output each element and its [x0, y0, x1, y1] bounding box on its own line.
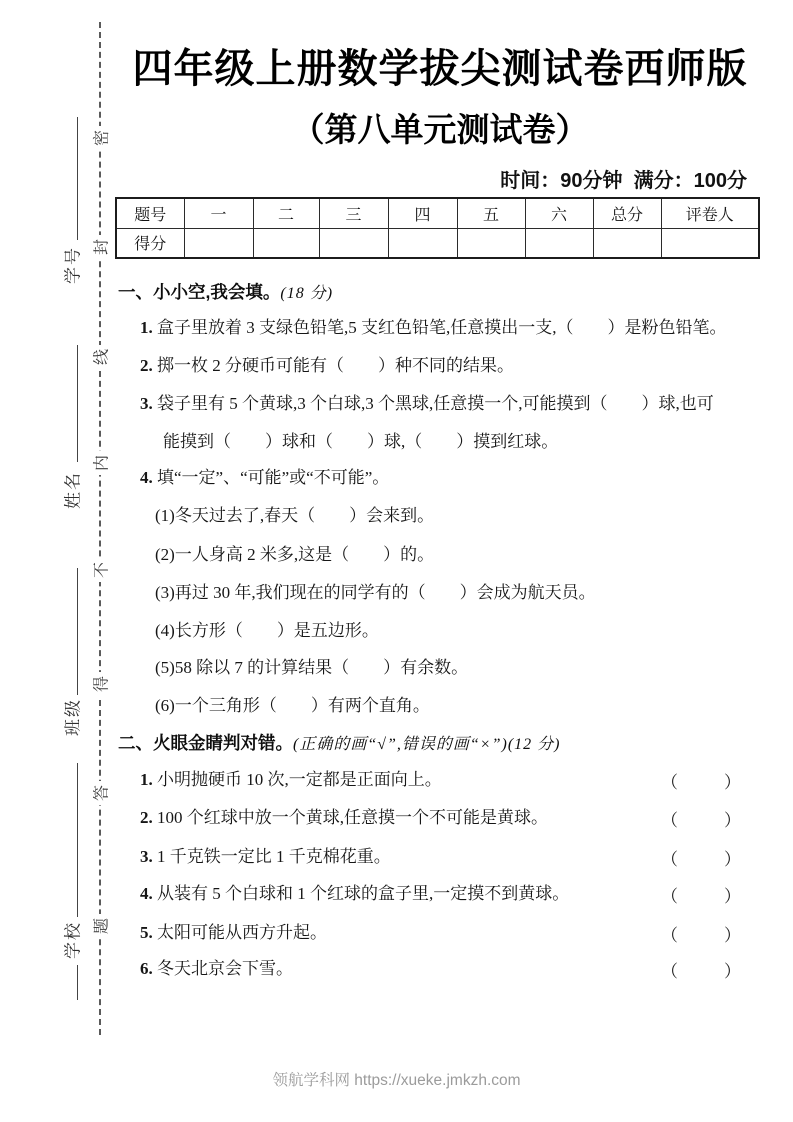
- score-cell-empty: [457, 228, 525, 258]
- tf-question-line: [140, 957, 293, 981]
- score-table-header-cell: 二: [253, 198, 319, 228]
- tf-question-line: [140, 845, 391, 869]
- seal-char: 线: [89, 345, 112, 369]
- score-table-header-cell: 三: [319, 198, 388, 228]
- question-number: 2.: [140, 356, 153, 375]
- question-number: 3.: [140, 847, 153, 866]
- margin-blank-line: [77, 965, 78, 1000]
- sub-question-line: (6)一个三角形（ ）有两个直角。: [155, 696, 430, 715]
- score-table-score-row: [116, 228, 759, 258]
- name-blank-line: [77, 345, 78, 462]
- question-text: 掷一枚 2 分硬币可能有（ ）种不同的结果。: [157, 356, 514, 375]
- score-cell-empty: [525, 228, 593, 258]
- score-table-header-cell: 六: [525, 198, 593, 228]
- score-table-header-row: [116, 198, 759, 228]
- seal-char: 得: [89, 672, 112, 696]
- seal-char: 题: [89, 914, 112, 938]
- question-line: [140, 466, 389, 490]
- score-table: [115, 197, 760, 259]
- question-number: 6.: [140, 959, 153, 978]
- question-text: 1 千克铁一定比 1 千克棉花重。: [157, 847, 391, 866]
- class-label: 班级: [63, 698, 83, 736]
- answer-bracket: （ ）: [661, 887, 745, 906]
- question-number: 5.: [140, 923, 153, 942]
- seal-char: 答: [89, 781, 112, 805]
- class-blank-line: [77, 568, 78, 695]
- school-label: 学校: [63, 921, 83, 959]
- section-one-heading: [118, 280, 333, 306]
- sub-question-line: (1)冬天过去了,春天（ ）会来到。: [155, 506, 435, 525]
- question-text: 从装有 5 个白球和 1 个红球的盒子里,一定摸不到黄球。: [157, 884, 570, 903]
- answer-bracket: （ ）: [661, 962, 745, 981]
- question-text: 填“一定”、“可能”或“不可能”。: [157, 468, 390, 487]
- section-two-heading: [118, 731, 561, 757]
- question-text: 能摸到（ ）球和（ ）球,（ ）摸到红球。: [163, 432, 559, 451]
- question-text: 袋子里有 5 个黄球,3 个白球,3 个黑球,任意摸一个,可能摸到（ ）球,也可: [157, 394, 714, 413]
- student-id-blank-line: [77, 117, 78, 240]
- score-cell-empty: [253, 228, 319, 258]
- tf-question-line: [140, 921, 327, 945]
- seal-char: 不: [89, 558, 112, 582]
- seal-char: 内: [89, 451, 112, 475]
- score-table-header-cell: 一: [184, 198, 253, 228]
- question-text: 盒子里放着 3 支绿色铅笔,5 支红色铅笔,任意摸出一支,（ ）是粉色铅笔。: [157, 318, 727, 337]
- score-cell-empty: [593, 228, 661, 258]
- score-table-header-cell: 五: [457, 198, 525, 228]
- question-text: 小明抛硬币 10 次,一定都是正面向上。: [157, 770, 442, 789]
- question-number: 4.: [140, 884, 153, 903]
- question-number: 1.: [140, 318, 153, 337]
- question-continuation-line: [163, 430, 558, 454]
- answer-bracket: （ ）: [661, 811, 745, 830]
- paper-title: 四年级上册数学拔尖测试卷西师版: [132, 47, 748, 91]
- question-text: 太阳可能从西方升起。: [157, 923, 327, 942]
- answer-bracket: （ ）: [661, 850, 745, 869]
- question-line: [140, 392, 714, 416]
- seal-char: 封: [89, 235, 112, 259]
- student-id-label: 学号: [63, 246, 83, 284]
- section-one-points-note: (18 分): [280, 285, 334, 302]
- tf-question-line: [140, 806, 548, 830]
- question-line: [140, 354, 514, 378]
- question-number: 4.: [140, 468, 153, 487]
- watermark-site-link: 领航学科网 https://xueke.jmkzh.com: [272, 1072, 521, 1089]
- score-row-label: 得分: [116, 228, 184, 258]
- score-table-header-cell: 评卷人: [661, 198, 759, 228]
- paper-subtitle: （第八单元测试卷）: [291, 111, 589, 148]
- section-two-points-note: (正确的画“√”,错误的画“×”)(12 分): [293, 736, 561, 753]
- question-number: 1.: [140, 770, 153, 789]
- answer-bracket: （ ）: [661, 926, 745, 945]
- tf-question-line: [140, 768, 442, 792]
- score-cell-empty: [184, 228, 253, 258]
- score-cell-empty: [661, 228, 759, 258]
- score-cell-empty: [388, 228, 457, 258]
- sub-question-line: (3)再过 30 年,我们现在的同学有的（ ）会成为航天员。: [155, 583, 596, 602]
- seal-dashed-line: [99, 22, 101, 1035]
- question-number: 3.: [140, 394, 153, 413]
- question-text: 100 个红球中放一个黄球,任意摸一个不可能是黄球。: [157, 808, 548, 827]
- seal-char: 密: [89, 126, 112, 150]
- question-number: 2.: [140, 808, 153, 827]
- score-table-header-cell: 四: [388, 198, 457, 228]
- school-blank-line: [77, 763, 78, 917]
- sub-question-line: (2)一人身高 2 米多,这是（ ）的。: [155, 545, 435, 564]
- section-one-heading-text: 一、小小空,我会填。: [118, 282, 281, 302]
- section-two-heading-text: 二、火眼金睛判对错。: [118, 733, 293, 753]
- sub-question-line: (5)58 除以 7 的计算结果（ ）有余数。: [155, 658, 469, 677]
- score-table-header-cell: 题号: [116, 198, 184, 228]
- score-table-header-cell: 总分: [593, 198, 661, 228]
- tf-question-line: [140, 882, 569, 906]
- question-text: 冬天北京会下雪。: [157, 959, 293, 978]
- time-and-score-info: 时间：90分钟 满分：100分: [500, 170, 747, 192]
- sub-question-line: (4)长方形（ ）是五边形。: [155, 621, 379, 640]
- answer-bracket: （ ）: [661, 773, 745, 792]
- name-label: 姓名: [63, 471, 83, 509]
- score-cell-empty: [319, 228, 388, 258]
- question-line: [140, 316, 727, 340]
